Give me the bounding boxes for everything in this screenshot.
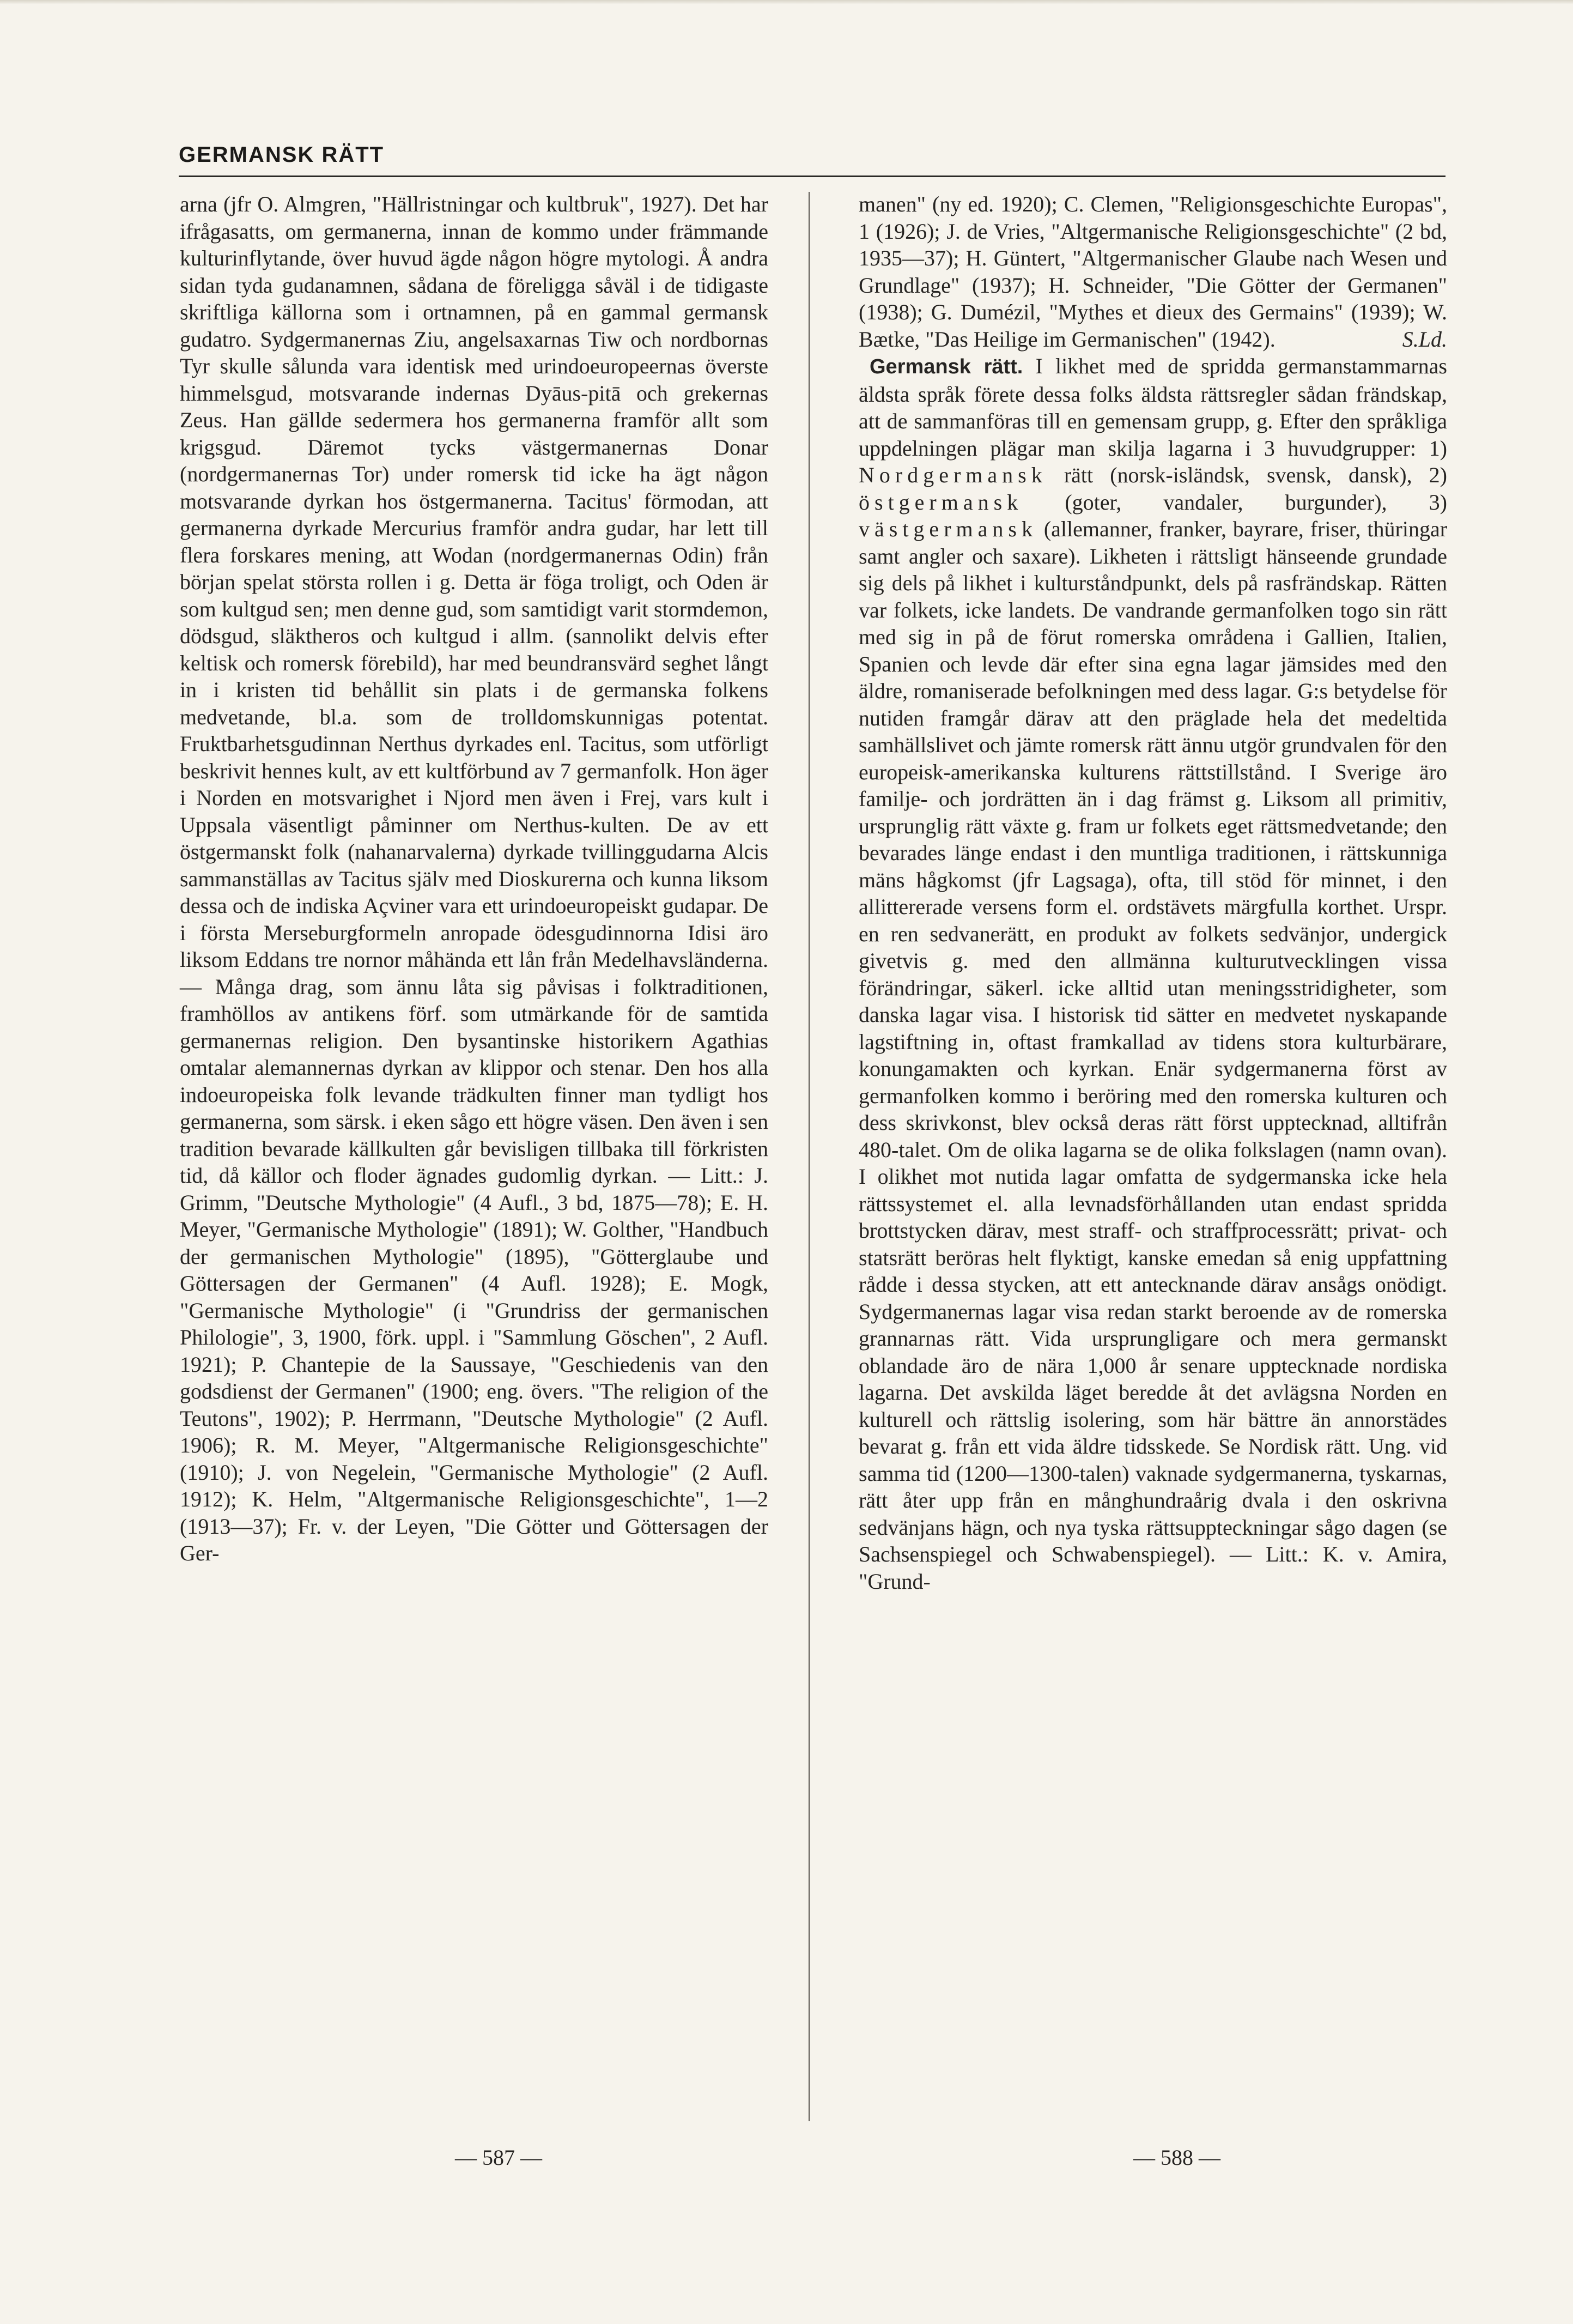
right-column (859, 191, 1447, 1595)
continuation-text: manen" (ny ed. 1920); C. Clemen, "Religionsgeschichte Europas", 1 (1926); J. de Vries, "Altgermanische Religionsgeschichte" (2 bd, 1935—37); H. Güntert, "Altgermanischer Glaube nach Wesen und Grundlage" (1937); H. Schneider, "Die Götter der Germanen" (1938); G. Dumézil, "Mythes et dieux des Germains" (1939); W. Bætke, "Das Heilige im Germanischen" (1942). (859, 192, 1447, 352)
page-number-left: — 587 — (455, 2145, 542, 2170)
entry-text-1: I likhet med de spridda germanstammarnas äldsta språk förete dessa folks äldsta rättsregler sådan frändskap, att de sammanföras till en gemensam grupp, g. Efter den språkliga uppdelningen plägar man skilja lagarna i 3 huvudgrupper: 1) (859, 354, 1447, 461)
entry-text-3: (goter, vandaler, burgunder), 3) (1065, 489, 1447, 515)
left-column-text: arna (jfr O. Almgren, "Hällristningar och kultbruk", 1927). Det har ifrågasatts, om germanerna, innan de kommo under främmande kulturinflytande, över huvud ägde någon högre mytologi. Å andra sidan tyda gudanamnen, sådana de föreligga såväl i de tidigaste skriftliga källorna som i ortnamnen, på en gammal germansk gudatro. Sydgermanernas Ziu, angelsaxarnas Tiw och nordbornas Tyr skulle sålunda vara identisk med urindoeuropeernas överste himmelsgud, motsvarande indernas Dyāus-pitā och grekernas Zeus. Han gällde sedermera hos germanerna framför allt som krigsgud. Däremot tycks västgermanernas Donar (nordgermanernas Tor) under romersk tid icke ha ägt någon motsvarande dyrkan hos östgermanerna. Tacitus' förmodan, att germanerna dyrkade Mercurius framför andra gudar, har lett till flera forskares mening, att Wodan (nordgermanernas Odin) från början spelat största rollen i g. Detta är föga troligt, och Oden är som kultgud sen; men denne gud, som samtidigt varit stormdemon, dödsgud, släktheros och kultgud i allm. (sannolikt delvis efter keltisk och romersk förebild), har med beundransvärd seghet långt in i kristen tid behållit sin plats i de germanska folkens medvetande, bl.a. som de trolldomskunnigas potentat. Fruktbarhetsgudinnan Nerthus dyrkades enl. Tacitus, som utförligt beskrivit hennes kult, av ett kultförbund av 7 germanfolk. Hon äger i Norden en motsvarighet i Njord men även i Frej, vars kult i Uppsala väsentligt påminner om Nerthus-kulten. De av ett östgermanskt folk (nahanarvalerna) dyrkade tvillinggudarna Alcis sammanställas av Tacitus själv med Dioskurerna och kunna liksom dessa och de indiska Açviner vara ett urindoeuropeiskt gudapar. De i första Merseburgformeln anropade ödesgudinnorna Idisi äro liksom Eddans tre nornor måhända ett lån från Medelhavsländerna. — Många drag, som ännu låta sig påvisas i folktraditionen, framhöllos av antikens förf. som utmärkande för de samtida germanernas religion. Den bysantinske historikern Agathias omtalar alemannernas dyrkan av klippor och stenar. Den hos alla indoeuropeiska folk levande trädkulten finner man tydligt hos germanerna, som särsk. i eken sågo ett högre väsen. Den även i sen tradition bevarade källkulten går bevisligen tillbaka till förkristen tid, då källor och floder ägnades gudomlig dyrkan. — Litt.: J. Grimm, "Deutsche Mythologie" (4 Aufl., 3 bd, 1875—78); E. H. Meyer, "Germanische Mythologie" (1891); W. Golther, "Handbuch der germanischen Mythologie" (1895), "Götterglaube und Göttersagen der Germanen" (4 Aufl. 1928); E. Mogk, "Germanische Mythologie" (i "Grundriss der germanischen Philologie", 3, 1900, förk. uppl. i "Sammlung Göschen", 2 Aufl. 1921); P. Chantepie de la Saussaye, "Geschiedenis van den godsdienst der Germanen" (1900; eng. övers. "The religion of the Teutons", 1902); P. Herrmann, "Deutsche Mythologie" (2 Aufl. 1906); R. M. Meyer, "Altgermanische Religionsgeschichte" (1910); J. von Negelein, "Germanische Mythologie" (2 Aufl. 1912); K. Helm, "Altgermanische Religionsgeschichte", 1—2 (1913—37); Fr. v. der Leyen, "Die Götter und Göttersagen der Ger- (180, 192, 768, 1565)
entry-continuation (859, 191, 1447, 353)
group-vastgermansk: västgermansk (859, 517, 1037, 541)
header-rule (179, 175, 1446, 177)
left-column (180, 191, 768, 1567)
entry-germansk-ratt (859, 353, 1447, 1595)
page-number-right: — 588 — (1133, 2145, 1220, 2170)
entry-text-4: (allemanner, franker, bayrare, friser, thüringar samt angler och saxare). Likheten i rättsligt hänseende grundade sig dels på likhet i kulturståndpunkt, dels på rasfrändskap. Rätten var folkets, icke landets. De vandrande germanfolken togo sin rätt med sig in på de förut romerska områdena i Gallien, Italien, Spanien och levde där efter sina egna lagar jämsides med den äldre, romaniserade befolkningen med dess lagar. G:s betydelse för nutiden framgår därav att den präglade hela det medeltida samhällslivet och jämte romersk rätt ännu utgör grundvalen för den europeisk-amerikanska kulturens rättstillstånd. I Sverige äro familje- och jordrätten än i dag främst g. Liksom all primitiv, ursprunglig rätt växte g. fram ur folkets eget rättsmedvetande; den bevarades länge endast i den muntliga traditionen, i rättskunniga mäns hågkomst (jfr Lagsaga), ofta, till stöd för minnet, i den allittererade versens form el. ordstävets märgfulla korthet. Urspr. en ren sedvanerätt, en produkt av folkets sedvänjor, undergick givetvis g. med den allmänna kulturutvecklingen vissa förändringar, säkerl. icke alltid utan meningsstridigheter, som danska lagar visa. I historisk tid sätter en medvetet nyskapande lagstiftning in, oftast framkallad av tidens stora kulturbärare, konungamakten och kyrkan. Enär sydgermanerna först av germanfolken kommo i beröring med den romerska kulturen och dess skrivkonst, blev också deras rätt först upptecknad, alltifrån 480-talet. Om de olika lagarna se de olika folkslagen (namn ovan). I olikhet mot nutida lagar omfatta de sydgermanska icke hela rättssystemet el. alla levnadsförhållanden utan endast spridda brottstycken därav, mest straff- och straffprocessrätt; privat- och statsrätt beröras helt flyktigt, kanske emedan så enig uppfattning rådde i dessa stycken, att ett antecknande därav ansågs onödigt. Sydgermanernas lagar visa redan starkt beroende av de romerska grannarnas rätt. Vida ursprungligare och mera germanskt oblandade äro de nära 1,000 år senare upptecknade nordiska lagarna. Det avskilda läget beredde åt det avlägsna Norden en kulturell och rättslig isolering, som här bättre än annorstädes bevarat g. från ett vida äldre tidsskede. Se Nordisk rätt. Ung. vid samma tid (1200—1300-talen) vaknade sydgermanerna, tyskarnas, rätt åter upp från en månghundraårig dvala i den oskrivna sedvänjans hägn, och nya tyska rättsuppteckningar sågo dagen (se Sachsenspiegel och Schwabenspiegel). — Litt.: K. v. Amira, "Grund- (859, 517, 1448, 1594)
running-head: GERMANSK RÄTT (179, 143, 385, 167)
entry-text-2: rätt (norsk-isländsk, svensk, dansk), 2) (1064, 463, 1448, 487)
group-ostgermansk: östgermansk (859, 489, 1023, 515)
column-divider (809, 192, 810, 2121)
author-signature: S.Ld. (1402, 326, 1447, 352)
group-nordgermansk: Nordgermansk (859, 463, 1047, 487)
scan-edge (0, 0, 1573, 4)
entry-heading: Germansk rätt. (870, 355, 1023, 378)
